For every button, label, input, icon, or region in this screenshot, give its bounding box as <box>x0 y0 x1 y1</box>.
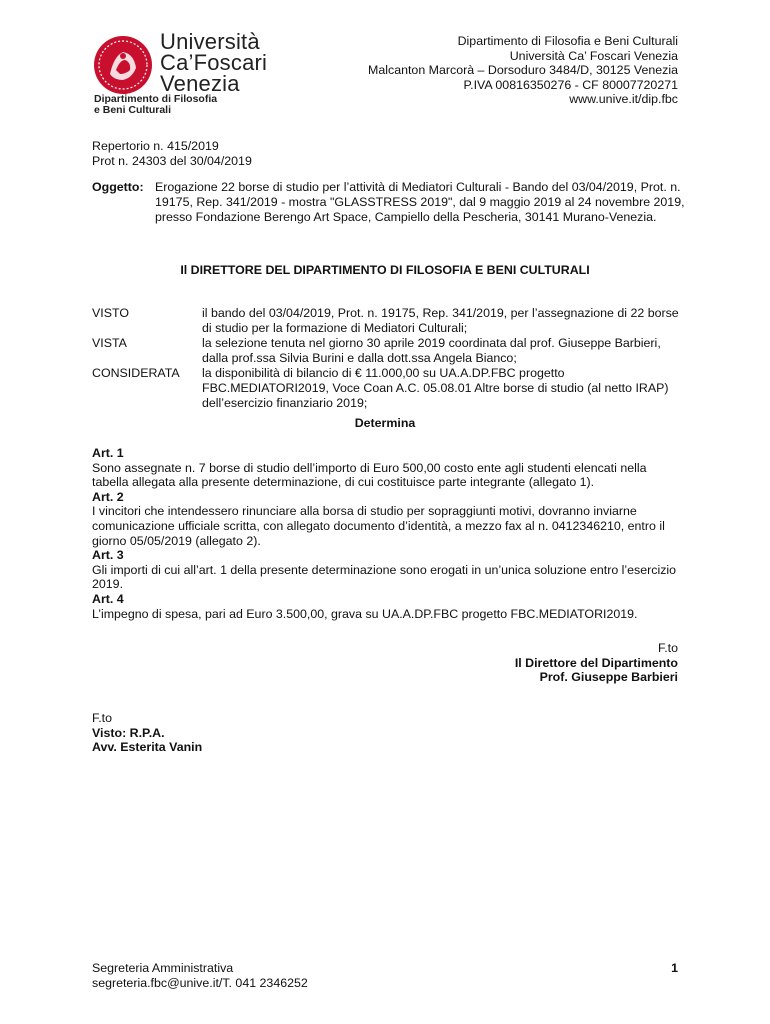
department-address-block <box>368 34 678 107</box>
premise-row <box>92 336 682 366</box>
premise-text: la disponibilità di bilancio di € 11.000,00 su UA.A.DP.FBC progetto FBC.MEDIATORI2019, Voce Coan A.C. 05.08.01 Altre borse di studio (al netto IRAP) dell’esercizio finanziario 2019; <box>202 366 669 410</box>
premise-key: VISTA <box>92 336 127 350</box>
subject-block <box>92 180 692 225</box>
footer-email-phone: segreteria.fbc@unive.it/T. 041 2346252 <box>92 975 308 990</box>
article-title: Art. 1 <box>92 446 124 460</box>
footer-contact <box>92 961 308 990</box>
premise-row <box>92 366 682 411</box>
determina-heading: Determina <box>354 416 416 430</box>
address-line: Malcanton Marcorà – Dorsoduro 3484/D, 30125 Venezia <box>368 63 678 78</box>
article-title: Art. 4 <box>92 591 124 606</box>
premise-text: il bando del 03/04/2019, Prot. n. 19175, Rep. 341/2019, per l’assegnazione di 22 borse di studio per la formazione di Mediatori Culturali; <box>202 306 679 335</box>
university-name-line: Università <box>160 29 260 54</box>
director-heading: Il DIRETTORE DEL DIPARTIMENTO DI FILOSOFIA E BENI CULTURALI <box>180 263 590 277</box>
address-line: Dipartimento di Filosofia e Beni Culturali <box>457 34 678 48</box>
article-title: Art. 2 <box>92 489 124 504</box>
footer-office: Segreteria Amministrativa <box>92 961 234 975</box>
premise-text: la selezione tenuta nel giorno 30 aprile 2019 coordinata dal prof. Giuseppe Barbieri, dalla prof.ssa Silvia Burini e dalla dott.ssa Angela Bianco; <box>202 336 661 365</box>
repertorio-line: Repertorio n. 415/2019 <box>92 139 219 153</box>
department-small-label <box>94 94 217 116</box>
rpa-name: Avv. Esterita Vanin <box>92 740 203 755</box>
rpa-signature <box>92 711 202 755</box>
articles-list <box>92 446 682 621</box>
director-role: Il Direttore del Dipartimento <box>514 655 678 670</box>
director-signature <box>515 641 678 685</box>
website-line: www.unive.it/dip.fbc <box>569 92 678 107</box>
director-fto: F.to <box>658 641 678 655</box>
department-small-line: e Beni Culturali <box>94 104 172 116</box>
university-name <box>160 31 267 94</box>
premise-row <box>92 306 682 336</box>
article-text: I vincitori che intendessero rinunciare alla borsa di studio per sopraggiunti motivi, dovranno inviarne comunicazione ufficiale scritta, con allegato documento d’identità, a mezzo fax al n. 0412346210, entro il giorno 05/05/2019 (allegato 2). <box>92 504 665 548</box>
address-line: Università Ca’ Foscari Venezia <box>509 48 678 63</box>
premise-key: CONSIDERATA <box>92 366 180 380</box>
page-number: 1 <box>671 961 678 975</box>
article-text: Sono assegnate n. 7 borse di studio dell’importo di Euro 500,00 costo ente agli studenti elencati nella tabella allegata alla presente determinazione, di cui costituisce parte integrante (allegato 1). <box>92 460 647 490</box>
reference-block <box>92 139 252 168</box>
protocol-line: Prot n. 24303 del 30/04/2019 <box>92 153 252 168</box>
premise-key: VISTO <box>92 306 129 320</box>
rpa-visto: Visto: R.P.A. <box>92 725 165 740</box>
address-line: P.IVA 00816350276 - CF 80007720271 <box>463 77 678 92</box>
university-seal-logo <box>92 34 154 96</box>
article-text: L’impegno di spesa, pari ad Euro 3.500,00, grava su UA.A.DP.FBC progetto FBC.MEDIATORI2019. <box>92 606 638 621</box>
subject-label: Oggetto: <box>92 180 144 194</box>
department-small-line: Dipartimento di Filosofia <box>94 93 218 105</box>
university-name-line: Ca’Foscari <box>160 50 268 75</box>
rpa-fto: F.to <box>92 711 112 725</box>
university-name-line: Venezia <box>160 71 240 96</box>
article-title: Art. 3 <box>92 548 124 563</box>
article-text: Gli importi di cui all’art. 1 della presente determinazione sono erogati in un’unica soluzione entro l’esercizio 2019. <box>92 562 677 592</box>
director-name: Prof. Giuseppe Barbieri <box>539 670 678 685</box>
subject-text: Erogazione 22 borse di studio per l’attività di Mediatori Culturali - Bando del 03/04/2019, Prot. n. 19175, Rep. 341/2019 - mostra "GLASSTRESS 2019", dal 9 maggio 2019 al 24 novembre 2019, presso Fondazione Berengo Art Space, Campiello della Pescheria, 30141 Murano-Venezia. <box>155 180 685 224</box>
premises-list <box>92 306 682 411</box>
